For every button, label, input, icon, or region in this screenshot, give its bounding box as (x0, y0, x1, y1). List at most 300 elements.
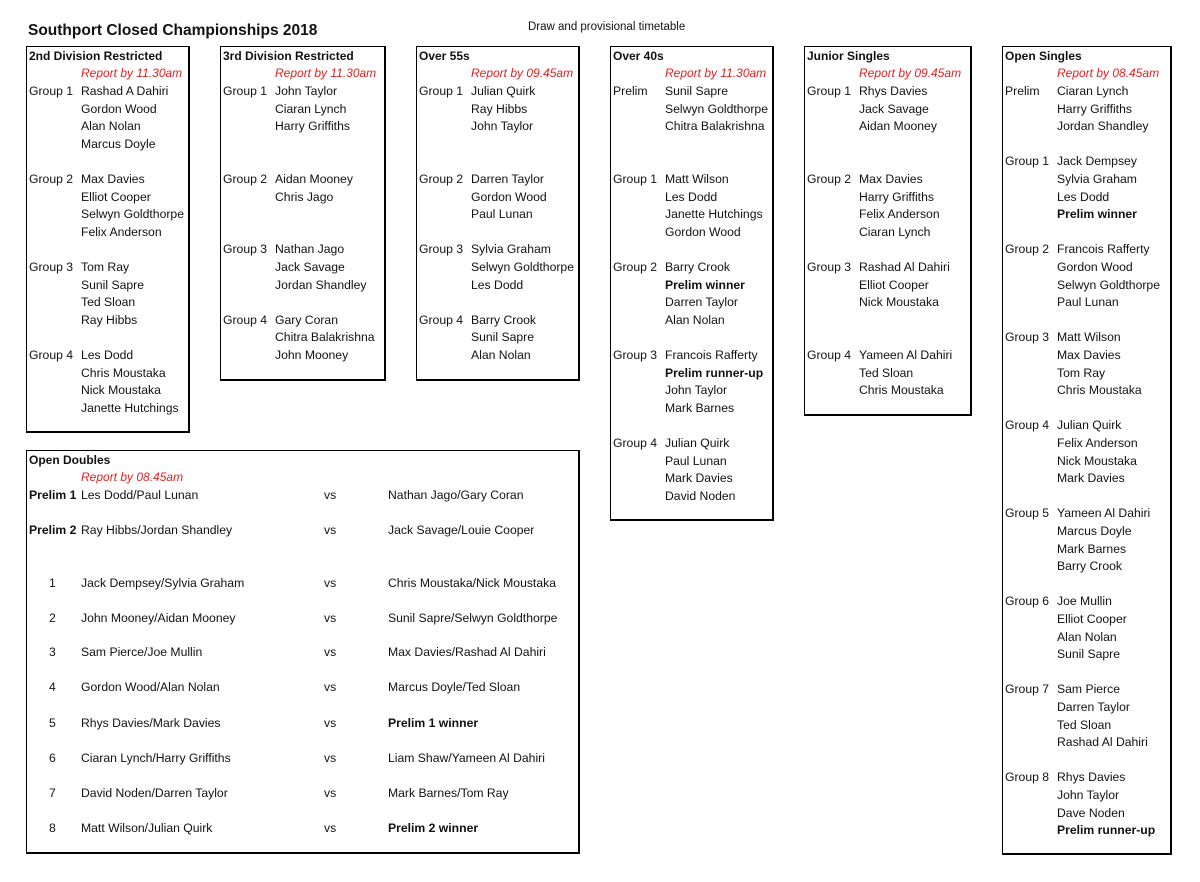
player-name: Jordan Shandley (1057, 119, 1149, 134)
vs-label: vs (324, 751, 337, 765)
player-name: Julian Quirk (1057, 418, 1122, 433)
player-name: Mark Davies (1057, 471, 1125, 486)
group-label: Group 3 (1005, 330, 1050, 345)
report-time: Report by 08.45am (1057, 66, 1160, 80)
player-name: Selwyn Goldthorpe (665, 101, 768, 116)
player-name: Ted Sloan (859, 365, 914, 380)
home-pair: David Noden/Darren Taylor (81, 786, 228, 800)
player-name: Gordon Wood (81, 101, 157, 116)
player-name: David Noden (665, 488, 736, 503)
group-row (27, 259, 187, 277)
away-pair: Mark Barnes/Tom Ray (388, 786, 509, 800)
player-name: John Taylor (471, 119, 534, 134)
player-name: Alan Nolan (1057, 629, 1117, 644)
player-name: Les Dodd (81, 348, 134, 362)
match-label: Prelim 1 (29, 488, 77, 502)
player-name: Harry Griffiths (275, 119, 350, 134)
player-name: Felix Anderson (81, 224, 162, 239)
player-name: Chitra Balakrishna (275, 330, 375, 345)
vs-label: vs (324, 645, 337, 659)
home-pair: Ciaran Lynch/Harry Griffiths (81, 751, 231, 765)
group-label: Group 5 (1005, 506, 1050, 521)
player-row (417, 347, 577, 365)
player-name: Harry Griffiths (859, 189, 934, 204)
player-name: Sylvia Graham (1057, 172, 1137, 186)
player-row (1003, 206, 1169, 224)
player-name: Paul Lunan (665, 453, 727, 468)
player-name: Janette Hutchings (81, 400, 179, 415)
group-label: Group 4 (29, 348, 74, 362)
player-name: Elliot Cooper (859, 277, 929, 292)
group-row (27, 171, 187, 189)
player-name: Chris Moustaka (81, 365, 166, 380)
player-name: Francois Rafferty (1057, 242, 1150, 257)
player-name: Chris Jago (275, 189, 334, 204)
group-row (611, 435, 771, 453)
group-label: Group 3 (419, 242, 464, 257)
group-label: Group 3 (29, 260, 74, 274)
player-name: Julian Quirk (471, 84, 536, 98)
player-row (1003, 699, 1169, 717)
vs-label: vs (324, 821, 337, 835)
event-box-over-55s (416, 46, 580, 381)
group-row (1003, 593, 1169, 611)
player-row (1003, 629, 1169, 647)
group-label: Group 1 (419, 84, 464, 98)
player-row (611, 453, 771, 471)
away-pair: Prelim 2 winner (388, 821, 479, 835)
player-row (611, 277, 771, 295)
player-name: Jack Savage (859, 101, 929, 116)
group-label: Prelim (1005, 84, 1040, 98)
player-name: Prelim winner (1057, 207, 1137, 222)
player-name: Aidan Mooney (859, 119, 937, 134)
player-name: Elliot Cooper (1057, 612, 1127, 626)
player-row (1003, 453, 1169, 471)
player-row (417, 101, 577, 119)
event-title: Over 55s (419, 49, 470, 63)
vs-label: vs (324, 523, 337, 537)
group-row (1003, 83, 1169, 101)
player-row (611, 189, 771, 207)
player-row (27, 136, 187, 154)
away-pair: Liam Shaw/Yameen Al Dahiri (388, 751, 545, 765)
player-row (27, 400, 187, 418)
player-name: Gordon Wood (665, 224, 741, 239)
group-label: Group 7 (1005, 682, 1050, 697)
group-label: Group 4 (807, 348, 852, 362)
event-box-open-singles (1002, 46, 1172, 855)
player-row (611, 101, 771, 119)
player-name: Julian Quirk (665, 436, 730, 450)
player-row (1003, 294, 1169, 312)
group-label: Group 4 (1005, 418, 1050, 433)
player-name: Alan Nolan (81, 119, 141, 134)
event-title: 2nd Division Restricted (29, 49, 163, 63)
player-name: Nick Moustaka (81, 383, 161, 398)
group-row (417, 241, 577, 259)
player-row (27, 365, 187, 383)
player-row (1003, 734, 1169, 752)
group-row (611, 259, 771, 277)
group-label: Group 4 (613, 436, 658, 450)
player-name: Ciaran Lynch (275, 101, 347, 116)
match-label: 6 (49, 751, 56, 765)
page-subtitle: Draw and provisional timetable (528, 21, 686, 33)
player-name: John Taylor (275, 84, 338, 98)
player-row (221, 329, 383, 347)
player-name: Chris Moustaka (1057, 383, 1142, 398)
player-name: Janette Hutchings (665, 207, 763, 222)
group-label: Group 8 (1005, 770, 1050, 785)
player-name: Barry Crook (1057, 559, 1123, 574)
player-name: Rhys Davies (859, 84, 928, 98)
group-row (1003, 241, 1169, 259)
player-row (805, 118, 969, 136)
player-row (27, 312, 187, 330)
group-row (611, 171, 771, 189)
group-row (805, 347, 969, 365)
player-row (417, 259, 577, 277)
match-label: 5 (49, 716, 56, 730)
group-row (1003, 417, 1169, 435)
event-title: 3rd Division Restricted (223, 49, 354, 63)
player-row (417, 118, 577, 136)
player-row (221, 277, 383, 295)
group-row (27, 347, 187, 365)
match-label: 2 (49, 611, 56, 625)
vs-label: vs (324, 680, 337, 694)
player-row (417, 329, 577, 347)
player-name: Aidan Mooney (275, 172, 353, 186)
away-pair: Sunil Sapre/Selwyn Goldthorpe (388, 611, 558, 625)
group-row (1003, 769, 1169, 787)
open-doubles-title: Open Doubles (29, 453, 111, 467)
player-row (611, 470, 771, 488)
group-row (611, 83, 771, 101)
player-row (221, 189, 383, 207)
player-name: Tom Ray (81, 260, 130, 274)
group-row (221, 312, 383, 330)
group-row (1003, 681, 1169, 699)
player-name: Chris Moustaka (859, 383, 944, 398)
player-row (611, 312, 771, 330)
player-name: Rashad Al Dahiri (859, 260, 950, 274)
group-row (805, 83, 969, 101)
group-row (1003, 153, 1169, 171)
group-label: Group 6 (1005, 594, 1050, 609)
player-name: Alan Nolan (471, 348, 531, 362)
player-name: Max Davies (859, 172, 923, 186)
player-name: Dave Noden (1057, 805, 1125, 820)
away-pair: Prelim 1 winner (388, 716, 479, 730)
player-name: Barry Crook (471, 312, 537, 327)
group-row (221, 241, 383, 259)
player-row (1003, 646, 1169, 664)
home-pair: Matt Wilson/Julian Quirk (81, 821, 213, 835)
player-name: Francois Rafferty (665, 348, 758, 362)
match-label: Prelim 2 (29, 523, 77, 537)
player-name: Marcus Doyle (1057, 524, 1132, 538)
player-name: Ray Hibbs (471, 101, 528, 116)
player-row (805, 224, 969, 242)
player-name: Paul Lunan (1057, 295, 1119, 310)
report-time: Report by 09.45am (859, 66, 962, 80)
player-name: Sam Pierce (1057, 682, 1120, 697)
player-row (1003, 787, 1169, 805)
group-row (27, 83, 187, 101)
player-name: Elliot Cooper (81, 189, 151, 204)
player-row (27, 118, 187, 136)
match-label: 1 (49, 576, 56, 590)
player-row (27, 382, 187, 400)
player-row (611, 488, 771, 506)
group-label: Group 1 (223, 84, 268, 98)
player-row (1003, 277, 1169, 295)
player-name: Ciaran Lynch (1057, 84, 1129, 98)
player-name: Barry Crook (665, 260, 731, 274)
player-row (1003, 347, 1169, 365)
player-name: Selwyn Goldthorpe (1057, 277, 1160, 292)
player-name: Yameen Al Dahiri (859, 348, 953, 362)
player-name: John Taylor (665, 383, 728, 398)
player-name: Tom Ray (1057, 365, 1106, 380)
event-title: Over 40s (613, 49, 664, 63)
player-name: Prelim runner-up (665, 365, 764, 380)
player-row (805, 294, 969, 312)
home-pair: Sam Pierce/Joe Mullin (81, 645, 203, 659)
player-row (27, 294, 187, 312)
player-name: Mark Barnes (1057, 541, 1127, 556)
player-name: Yameen Al Dahiri (1057, 506, 1151, 521)
player-row (1003, 822, 1169, 840)
player-row (1003, 541, 1169, 559)
player-row (27, 277, 187, 295)
event-title: Junior Singles (807, 49, 890, 63)
player-name: Max Davies (81, 172, 145, 186)
player-name: Ted Sloan (81, 295, 136, 310)
player-row (611, 365, 771, 383)
player-name: Darren Taylor (471, 172, 544, 186)
player-name: Les Dodd (665, 189, 718, 204)
player-name: Prelim runner-up (1057, 823, 1156, 838)
report-time: Report by 11.30am (81, 66, 183, 80)
player-name: Nick Moustaka (859, 295, 939, 310)
player-row (1003, 558, 1169, 576)
group-row (417, 83, 577, 101)
player-row (1003, 171, 1169, 189)
player-name: Darren Taylor (1057, 700, 1130, 714)
player-row (417, 189, 577, 207)
open-doubles-box (26, 450, 580, 854)
group-row (805, 259, 969, 277)
player-row (27, 189, 187, 207)
player-row (417, 277, 577, 295)
event-title: Open Singles (1005, 49, 1082, 63)
home-pair: Jack Dempsey/Sylvia Graham (81, 576, 245, 590)
player-row (805, 189, 969, 207)
player-row (611, 294, 771, 312)
player-name: Felix Anderson (859, 207, 940, 222)
player-name: Chitra Balakrishna (665, 119, 765, 134)
vs-label: vs (324, 576, 337, 590)
group-label: Group 3 (613, 348, 658, 362)
group-label: Group 2 (807, 172, 852, 186)
match-label: 3 (49, 645, 56, 659)
player-name: Ciaran Lynch (859, 224, 931, 239)
group-label: Group 1 (807, 84, 852, 98)
player-name: Paul Lunan (471, 207, 533, 222)
player-row (221, 101, 383, 119)
player-row (1003, 611, 1169, 629)
group-row (417, 312, 577, 330)
player-name: Matt Wilson (1057, 330, 1121, 345)
player-name: Mark Davies (665, 471, 733, 486)
player-row (611, 382, 771, 400)
player-row (1003, 189, 1169, 207)
group-label: Group 1 (29, 84, 74, 98)
player-row (1003, 717, 1169, 735)
event-box-over-40s (610, 46, 774, 521)
event-box-2nd-division-restricted (26, 46, 190, 433)
player-name: Felix Anderson (1057, 436, 1138, 450)
group-label: Group 1 (613, 172, 658, 186)
player-row (221, 118, 383, 136)
player-name: John Taylor (1057, 788, 1120, 802)
player-row (805, 365, 969, 383)
away-pair: Jack Savage/Louie Cooper (388, 523, 535, 537)
player-row (1003, 470, 1169, 488)
player-name: Selwyn Goldthorpe (471, 260, 574, 274)
group-label: Group 2 (223, 172, 268, 186)
group-label: Group 4 (419, 312, 464, 327)
group-label: Group 1 (1005, 154, 1050, 169)
vs-label: vs (324, 488, 337, 502)
group-label: Prelim (613, 84, 648, 98)
player-row (417, 206, 577, 224)
group-label: Group 2 (29, 172, 74, 186)
player-name: Sylvia Graham (471, 242, 551, 257)
player-name: Rhys Davies (1057, 770, 1126, 785)
home-pair: John Mooney/Aidan Mooney (81, 611, 236, 625)
player-name: Sunil Sapre (471, 330, 535, 345)
player-name: Max Davies (1057, 348, 1121, 362)
player-name: John Mooney (275, 348, 349, 362)
away-pair: Marcus Doyle/Ted Sloan (388, 680, 521, 694)
player-name: Sunil Sapre (1057, 647, 1121, 662)
player-name: Gordon Wood (1057, 260, 1133, 274)
player-row (1003, 382, 1169, 400)
player-name: Sunil Sapre (665, 84, 729, 98)
group-row (1003, 329, 1169, 347)
group-label: Group 2 (419, 172, 464, 186)
player-row (1003, 118, 1169, 136)
player-name: Nick Moustaka (1057, 453, 1137, 468)
group-label: Group 2 (1005, 242, 1050, 257)
player-name: Jordan Shandley (275, 277, 367, 292)
away-pair: Max Davies/Rashad Al Dahiri (388, 645, 546, 659)
open-doubles-report-time: Report by 08.45am (81, 470, 184, 484)
player-name: Rashad Al Dahiri (1057, 735, 1148, 750)
player-name: Ted Sloan (1057, 717, 1112, 732)
player-row (1003, 435, 1169, 453)
group-row (417, 171, 577, 189)
player-row (221, 347, 383, 365)
group-row (805, 171, 969, 189)
group-row (221, 83, 383, 101)
player-name: Nathan Jago (275, 242, 345, 257)
event-box-3rd-division-restricted (220, 46, 386, 381)
player-name: Ray Hibbs (81, 312, 138, 327)
player-row (611, 400, 771, 418)
player-row (805, 277, 969, 295)
player-row (611, 224, 771, 242)
player-name: Prelim winner (665, 277, 745, 292)
group-label: Group 4 (223, 312, 268, 327)
match-label: 4 (49, 680, 56, 694)
player-row (611, 118, 771, 136)
player-name: Gary Coran (275, 312, 338, 327)
player-name: Rashad A Dahiri (81, 84, 169, 98)
group-row (1003, 505, 1169, 523)
home-pair: Les Dodd/Paul Lunan (81, 488, 199, 502)
report-time: Report by 11.30am (275, 66, 377, 80)
home-pair: Ray Hibbs/Jordan Shandley (81, 523, 233, 537)
event-box-junior-singles (804, 46, 972, 416)
group-row (611, 347, 771, 365)
group-label: Group 3 (223, 242, 268, 257)
away-pair: Nathan Jago/Gary Coran (388, 488, 524, 502)
player-row (27, 101, 187, 119)
match-label: 8 (49, 821, 56, 835)
home-pair: Rhys Davies/Mark Davies (81, 716, 221, 730)
player-name: Harry Griffiths (1057, 101, 1132, 116)
player-row (611, 206, 771, 224)
player-row (221, 259, 383, 277)
player-name: Mark Barnes (665, 400, 735, 415)
home-pair: Gordon Wood/Alan Nolan (81, 680, 220, 694)
player-name: Sunil Sapre (81, 277, 145, 292)
vs-label: vs (324, 716, 337, 730)
player-row (805, 382, 969, 400)
group-label: Group 3 (807, 260, 852, 274)
vs-label: vs (324, 611, 337, 625)
player-row (805, 101, 969, 119)
player-row (1003, 805, 1169, 823)
player-name: Marcus Doyle (81, 136, 156, 151)
player-row (1003, 523, 1169, 541)
away-pair: Chris Moustaka/Nick Moustaka (388, 576, 556, 590)
player-row (1003, 259, 1169, 277)
player-row (27, 224, 187, 242)
player-name: Darren Taylor (665, 295, 738, 310)
player-row (805, 206, 969, 224)
vs-label: vs (324, 786, 337, 800)
player-name: Selwyn Goldthorpe (81, 207, 184, 222)
player-row (27, 206, 187, 224)
player-name: Les Dodd (1057, 189, 1110, 204)
player-name: Jack Dempsey (1057, 154, 1137, 169)
page-title: Southport Closed Championships 2018 (28, 22, 318, 39)
report-time: Report by 09.45am (471, 66, 574, 80)
player-name: Les Dodd (471, 277, 524, 292)
match-label: 7 (49, 786, 56, 800)
player-row (1003, 365, 1169, 383)
report-time: Report by 11.30am (665, 66, 767, 80)
player-name: Joe Mullin (1057, 594, 1112, 609)
player-name: Jack Savage (275, 260, 345, 274)
group-row (221, 171, 383, 189)
